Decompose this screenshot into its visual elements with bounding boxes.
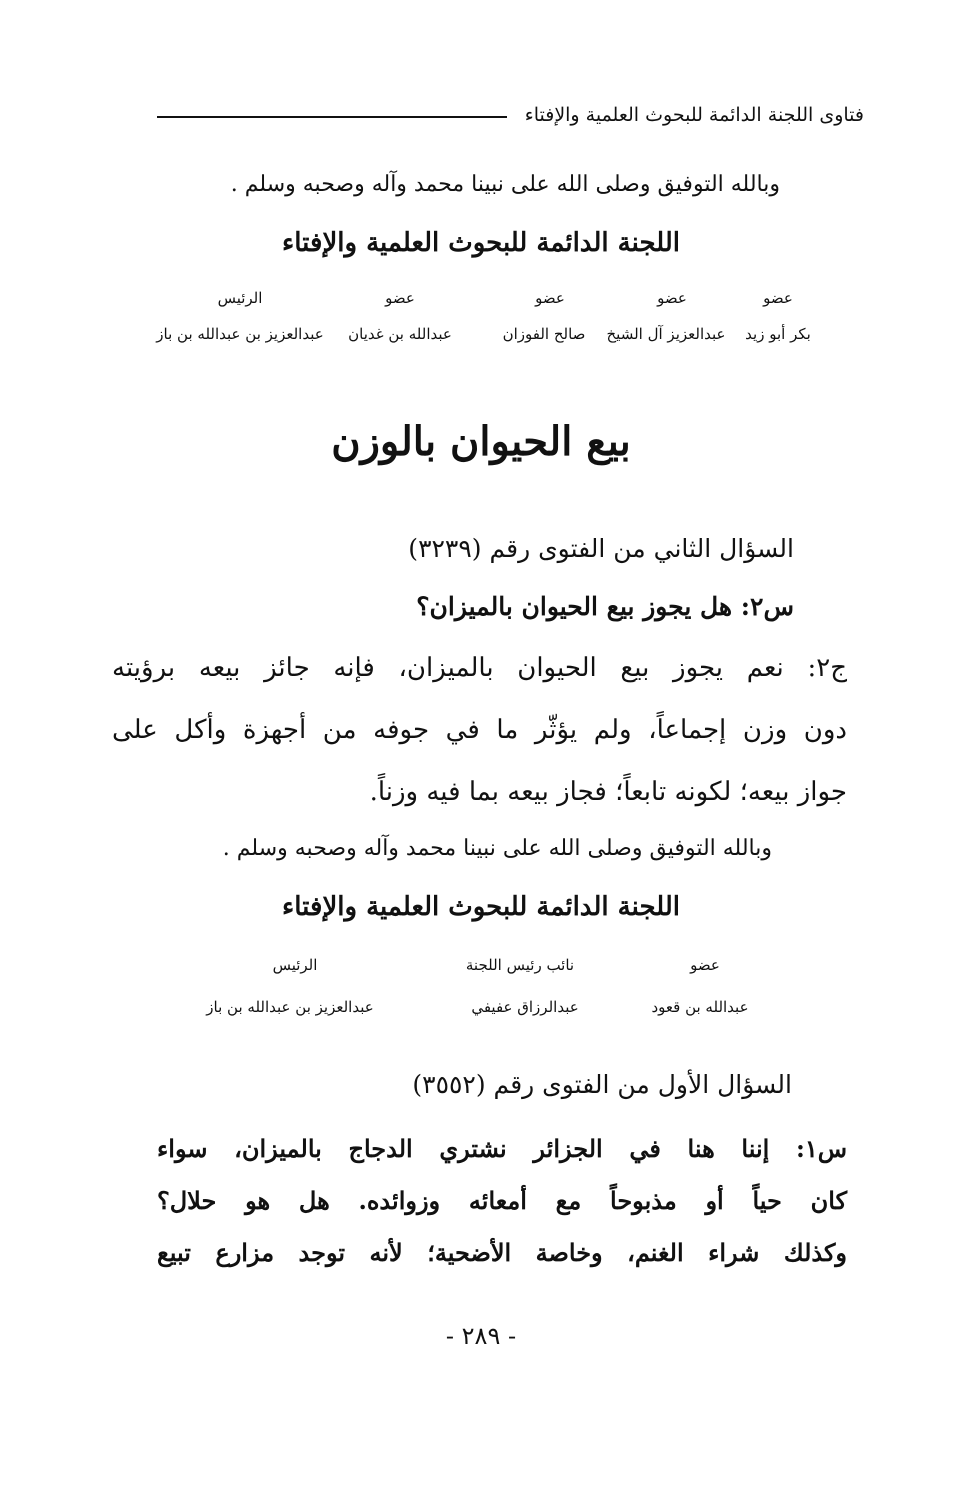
signatory-title: عضو — [763, 289, 793, 307]
signatory-name: عبدالعزيز بن عبدالله بن باز — [206, 998, 374, 1016]
signatory-name: بكر أبو زيد — [745, 325, 811, 343]
answer-line: دون وزن إجماعاً، ولم يؤثّر ما في جوفه من أجهزة وأكل على — [112, 715, 847, 745]
fatwa-reference: السؤال الثاني من الفتوى رقم (٣٢٣٩) — [408, 534, 794, 563]
signatory-title: عضو — [690, 956, 720, 974]
running-header-title: فتاوى اللجنة الدائمة للبحوث العلمية والإفتاء — [524, 104, 864, 126]
answer-line: جواز بيعه؛ لكونه تابعاً؛ فجاز بيعه بما فيه وزناً. — [369, 777, 847, 807]
signatory-title: نائب رئيس اللجنة — [465, 956, 575, 974]
signatory-title: الرئيس — [217, 289, 263, 307]
signatory-name: عبدالعزيز آل الشيخ — [606, 325, 726, 343]
signatory-name: عبدالله بن غديان — [348, 325, 452, 343]
question-line: س١: إننا هنا في الجزائر نشتري الدجاج بالميزان، سواء — [157, 1134, 847, 1163]
closing-formula: وبالله التوفيق وصلى الله على نبينا محمد وآله وصحبه وسلم . — [230, 172, 780, 197]
section-title: بيع الحيوان بالوزن — [331, 418, 631, 465]
answer-line: ج٢: نعم يجوز بيع الحيوان بالميزان، فإنه جائز بيعه برؤيته — [112, 653, 847, 683]
question-text: س٢: هل يجوز بيع الحيوان بالميزان؟ — [416, 592, 794, 621]
question-line: كان حياً أو مذبوحاً مع أمعائه وزوائده. هل هو حلال؟ — [157, 1186, 847, 1215]
question-line: وكذلك شراء الغنم، وخاصة الأضحية؛ لأنه توجد مزارع تبيع — [157, 1238, 847, 1267]
signatory-title: عضو — [385, 289, 415, 307]
signatory-name: عبدالعزيز بن عبدالله بن باز — [156, 325, 324, 343]
closing-formula: وبالله التوفيق وصلى الله على نبينا محمد وآله وصحبه وسلم . — [222, 836, 772, 861]
signatory-name: عبدالله بن قعود — [651, 998, 749, 1016]
signatory-title: الرئيس — [272, 956, 318, 974]
signatory-name: عبدالرزاق عفيفي — [471, 998, 579, 1016]
header-rule — [157, 116, 507, 118]
page-number: - ٢٨٩ - — [445, 1322, 517, 1350]
committee-name: اللجنة الدائمة للبحوث العلمية والإفتاء — [282, 228, 680, 258]
signatory-title: عضو — [535, 289, 565, 307]
committee-name: اللجنة الدائمة للبحوث العلمية والإفتاء — [282, 892, 680, 922]
signatory-title: عضو — [657, 289, 687, 307]
signatory-name: صالح الفوزان — [502, 325, 586, 343]
fatwa-reference: السؤال الأول من الفتوى رقم (٣٥٥٢) — [412, 1070, 792, 1099]
